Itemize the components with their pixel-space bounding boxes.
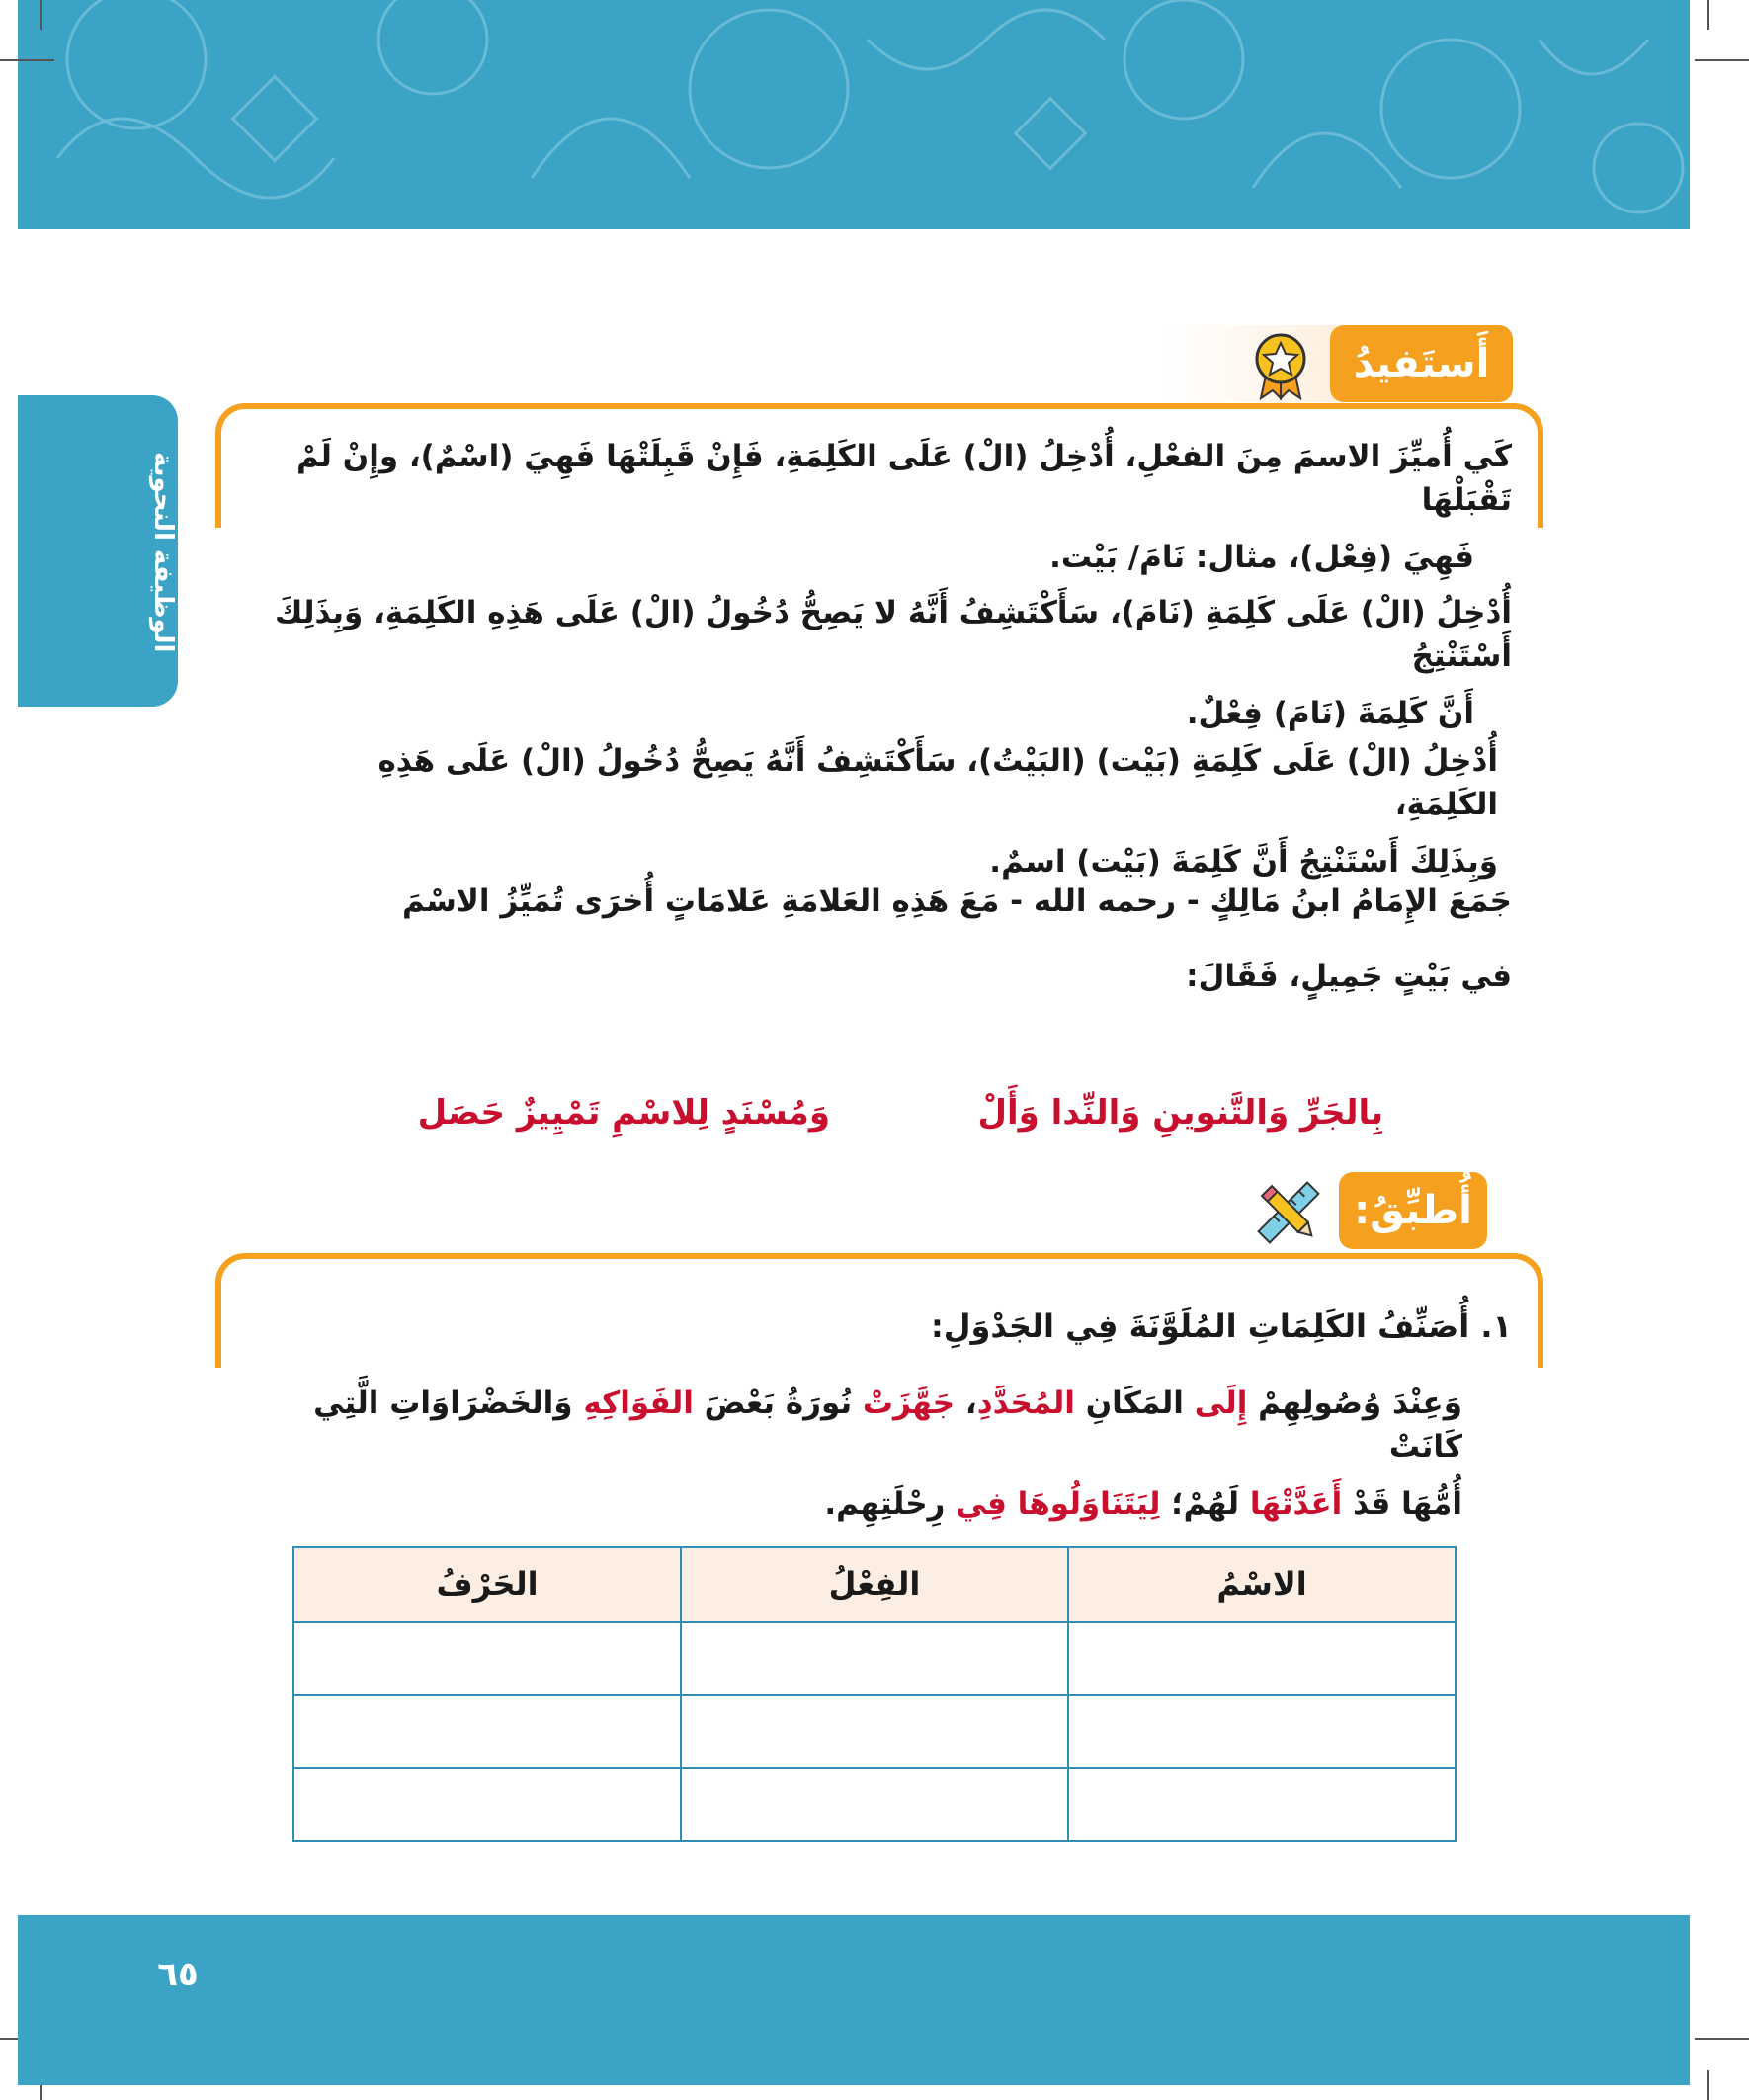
- benefit-p2-line1: أُدْخِلُ (الْ) عَلَى كَلِمَةِ (نَامَ)، سَأَكْتَشِفُ أَنَّهُ لا يَصِحُّ دُخُولُ (الْ) عَلَى هَذِهِ الكَلِمَةِ، وَبِذَلِكَ أَسْتَنْتِجُ: [275, 595, 1512, 674]
- table-header-row: [293, 1547, 1456, 1622]
- table-cell[interactable]: [293, 1622, 681, 1695]
- highlighted-word: إِلَى: [1194, 1386, 1248, 1421]
- benefit-p4-line1: جَمَعَ الإِمَامُ ابنُ مَالِكٍ - رحمه الله - مَعَ هَذِهِ العَلامَةِ عَلامَاتٍ أُخرَى تُمَيِّزُ الاسْمَ: [402, 883, 1512, 919]
- passage-text: ،: [955, 1386, 977, 1421]
- benefit-p3-line2: وَبِذَلِكَ أَسْتَنْتِجُ أَنَّ كَلِمَةَ (بَيْت) اسمٌ.: [989, 844, 1498, 880]
- benefit-paragraph-1: [237, 435, 1512, 579]
- table-cell[interactable]: [681, 1695, 1068, 1768]
- medal-star-icon: [1251, 331, 1310, 400]
- crop-mark: [1707, 2070, 1709, 2100]
- table-row: [293, 1695, 1456, 1768]
- classification-table: [292, 1546, 1457, 1842]
- benefit-p4-line2: في بَيْتٍ جَمِيلٍ، فَقَالَ:: [1186, 959, 1512, 994]
- table-cell[interactable]: [293, 1695, 681, 1768]
- crop-mark: [40, 0, 42, 30]
- crop-mark: [0, 59, 54, 61]
- section-title-apply: أُطبِّقُ:: [1339, 1172, 1487, 1249]
- benefit-p1-line1: كَي أُميِّزَ الاسمَ مِنَ الفعْلِ، أُدْخِلُ (الْ) عَلَى الكَلِمَةِ، فَإِنْ قَبِلَتْهَا فَهِيَ (اسْمٌ)، وإِنْ لَمْ تَقْبَلْهَا: [296, 439, 1512, 518]
- passage-text: المَكَانِ: [1074, 1386, 1195, 1421]
- footer-band: [18, 1915, 1690, 2085]
- table-header-particle: الحَرْفُ: [293, 1547, 681, 1622]
- table-header-verb: الفِعْلُ: [681, 1547, 1068, 1622]
- benefit-p2-line2: أَنَّ كَلِمَةَ (نَامَ) فِعْلٌ.: [1186, 696, 1474, 731]
- passage-text: وَعِنْدَ وُصُولِهِمْ: [1247, 1386, 1462, 1421]
- poem-hemistich-left: وَمُسْنَدٍ لِلاسْمِ تَمْيِيزٌ حَصَل: [417, 1093, 830, 1133]
- exercise-passage: [277, 1382, 1462, 1526]
- passage-text: أُمُّهَا قَدْ: [1342, 1486, 1462, 1522]
- crop-mark: [1695, 59, 1749, 61]
- section-title-benefit: أَستَفيدُ: [1330, 325, 1513, 402]
- benefit-paragraph-3: [316, 739, 1498, 883]
- crop-mark: [1707, 0, 1709, 30]
- highlighted-word: المُحَدَّدِ: [976, 1386, 1075, 1421]
- poem-hemistich-right: بِالجَرِّ وَالتَّنوينِ وَالنِّدا وَأَلْ: [977, 1093, 1383, 1133]
- ruler-pencil-icon: [1253, 1178, 1324, 1247]
- passage-text: وَالخَضْرَاوَاتِ الَّتِي كَانَتْ: [313, 1386, 1462, 1465]
- exercise-line-1: [277, 1382, 1462, 1469]
- table-cell[interactable]: [293, 1768, 681, 1841]
- header-band: [18, 0, 1690, 229]
- benefit-p3-line1: أُدْخِلُ (الْ) عَلَى كَلِمَةِ (بَيْت) (البَيْتُ)، سَأَكْتَشِفُ أَنَّهُ يَصِحُّ دُخُولُ (الْ) عَلَى هَذِهِ الكَلِمَةِ،: [377, 743, 1498, 822]
- table-cell[interactable]: [1068, 1768, 1456, 1841]
- highlighted-word: أَعَدَّتْهَا: [1249, 1486, 1343, 1522]
- table-cell[interactable]: [681, 1622, 1068, 1695]
- crop-mark: [1695, 2038, 1749, 2040]
- table-cell[interactable]: [1068, 1622, 1456, 1695]
- chapter-label: الوظيفة النحوية: [148, 452, 178, 653]
- passage-text: نُورَةُ بَعْضَ: [693, 1386, 863, 1421]
- highlighted-word: جَهَّزَتْ: [862, 1386, 956, 1421]
- passage-text: لَهُمْ؛: [1160, 1486, 1250, 1522]
- table-cell[interactable]: [1068, 1695, 1456, 1768]
- benefit-paragraph-2: [227, 591, 1512, 735]
- exercise-instruction: ١. أُصَنِّفُ الكَلِمَاتِ المُلَوَّنَةَ فِي الجَدْوَلِ:: [930, 1307, 1512, 1345]
- benefit-paragraph-4: [395, 880, 1512, 998]
- table-row: [293, 1768, 1456, 1841]
- passage-text: رِحْلَتِهِم.: [824, 1486, 957, 1522]
- table-row: [293, 1622, 1456, 1695]
- benefit-p1-line2: فَهِيَ (فِعْل)، مثال: نَامَ/ بَيْت.: [1049, 540, 1474, 575]
- highlighted-word: لِيَتَنَاوَلُوهَا: [1017, 1486, 1161, 1522]
- highlighted-word: فِي: [956, 1486, 1007, 1522]
- table-header-noun: الاسْمُ: [1068, 1547, 1456, 1622]
- decorative-calligraphy-pattern: [18, 0, 1690, 229]
- exercise-line-2: [277, 1482, 1462, 1526]
- table-cell[interactable]: [681, 1768, 1068, 1841]
- page-number: ٦٥: [157, 1955, 199, 1994]
- passage-text: [1007, 1486, 1018, 1522]
- highlighted-word: الفَوَاكِهِ: [583, 1386, 694, 1421]
